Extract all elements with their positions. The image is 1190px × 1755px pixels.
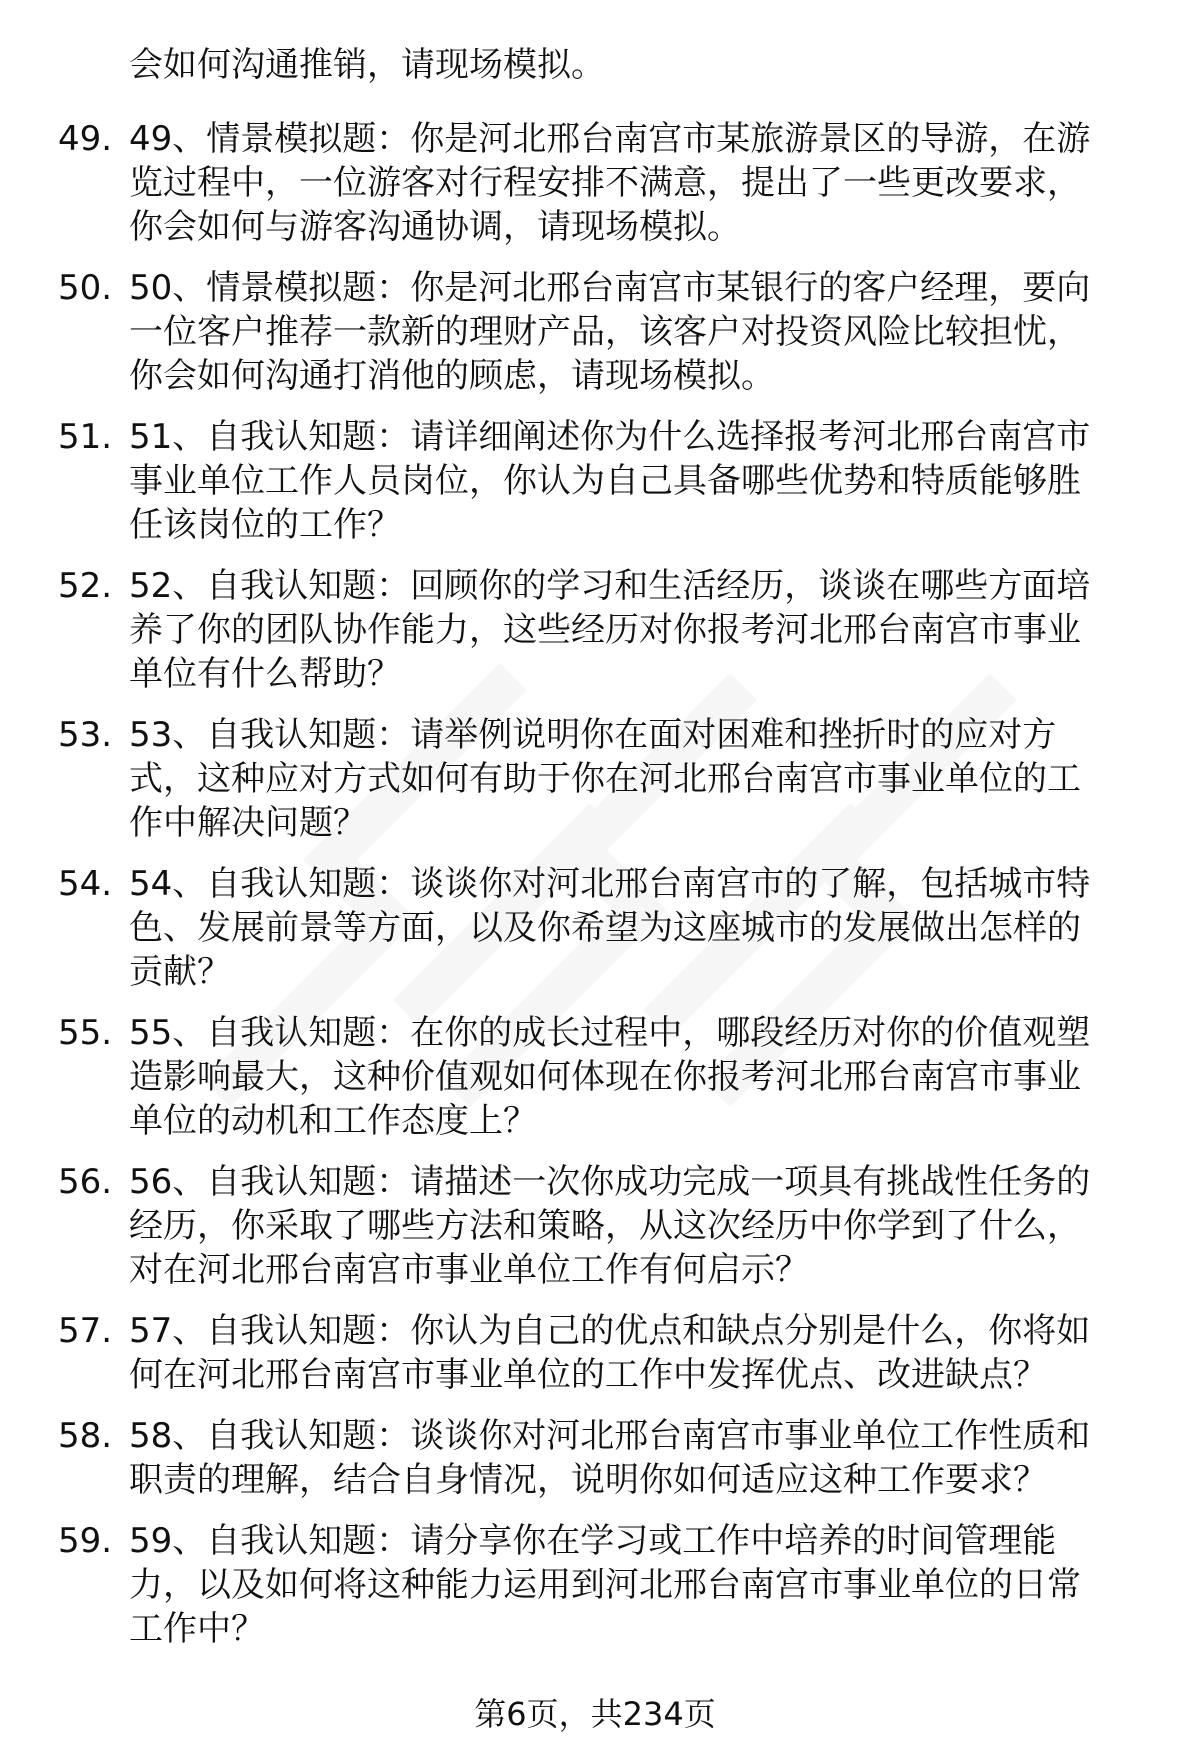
question-item bbox=[0, 1011, 1190, 1143]
question-text-line: 57、自我认知题：你认为自己的优点和缺点分别是什么，你将如 bbox=[129, 1311, 1091, 1351]
question-item bbox=[0, 713, 1190, 845]
question-number: 54. bbox=[58, 864, 113, 904]
question-text-line: 何在河北邢台南宫市事业单位的工作中发挥优点、改进缺点？ bbox=[129, 1355, 1047, 1395]
question-item bbox=[0, 564, 1190, 696]
question-text bbox=[129, 415, 1151, 547]
question-number: 57. bbox=[58, 1311, 113, 1351]
page-indicator: 第6页，共234页 bbox=[474, 1695, 716, 1733]
question-text-line: 54、自我认知题：谈谈你对河北邢台南宫市的了解，包括城市特 bbox=[129, 864, 1091, 904]
question-text-line: 事业单位工作人员岗位，你认为自己具备哪些优势和特质能够胜 bbox=[129, 461, 1081, 501]
question-text-line: 49、情景模拟题：你是河北邢台南宫市某旅游景区的导游，在游 bbox=[129, 119, 1091, 159]
question-text-line: 经历，你采取了哪些方法和策略，从这次经历中你学到了什么， bbox=[129, 1206, 1081, 1246]
question-item bbox=[0, 1309, 1190, 1397]
question-text-line: 任该岗位的工作？ bbox=[129, 505, 401, 545]
question-item bbox=[0, 415, 1190, 547]
previous-question-continuation: 会如何沟通推销，请现场模拟。 bbox=[129, 45, 605, 85]
question-item bbox=[0, 1160, 1190, 1292]
question-number: 52. bbox=[58, 566, 113, 606]
question-text-line: 造影响最大，这种价值观如何体现在你报考河北邢台南宫市事业 bbox=[129, 1057, 1081, 1097]
question-text-line: 职责的理解，结合自身情况，说明你如何适应这种工作要求？ bbox=[129, 1460, 1047, 1500]
question-text bbox=[129, 1011, 1151, 1143]
question-text-line: 一位客户推荐一款新的理财产品，该客户对投资风险比较担忧， bbox=[129, 312, 1081, 352]
question-number: 51. bbox=[58, 417, 113, 457]
question-text-line: 你会如何沟通打消他的顾虑，请现场模拟。 bbox=[129, 356, 775, 396]
question-item bbox=[0, 117, 1190, 249]
question-number: 58. bbox=[58, 1416, 113, 1456]
question-text-line: 单位的动机和工作态度上？ bbox=[129, 1101, 537, 1141]
question-text bbox=[129, 862, 1151, 994]
question-text-line: 50、情景模拟题：你是河北邢台南宫市某银行的客户经理，要向 bbox=[129, 268, 1091, 308]
question-text bbox=[129, 564, 1151, 696]
question-text bbox=[129, 1309, 1151, 1397]
question-list bbox=[0, 117, 1190, 1668]
question-text-line: 力，以及如何将这种能力运用到河北邢台南宫市事业单位的日常 bbox=[129, 1565, 1081, 1605]
question-text-line: 55、自我认知题：在你的成长过程中，哪段经历对你的价值观塑 bbox=[129, 1013, 1091, 1053]
question-item bbox=[0, 266, 1190, 398]
question-text-line: 51、自我认知题：请详细阐述你为什么选择报考河北邢台南宫市 bbox=[129, 417, 1091, 457]
question-text-line: 单位有什么帮助？ bbox=[129, 654, 401, 694]
question-number: 55. bbox=[58, 1013, 113, 1053]
question-text-line: 53、自我认知题：请举例说明你在面对困难和挫折时的应对方 bbox=[129, 715, 1057, 755]
question-item bbox=[0, 1519, 1190, 1651]
question-text-line: 作中解决问题？ bbox=[129, 803, 367, 843]
question-text-line: 你会如何与游客沟通协调，请现场模拟。 bbox=[129, 207, 741, 247]
question-text-line: 色、发展前景等方面，以及你希望为这座城市的发展做出怎样的 bbox=[129, 908, 1081, 948]
question-text-line: 56、自我认知题：请描述一次你成功完成一项具有挑战性任务的 bbox=[129, 1162, 1091, 1202]
question-text-line: 52、自我认知题：回顾你的学习和生活经历，谈谈在哪些方面培 bbox=[129, 566, 1091, 606]
question-text-line: 览过程中，一位游客对行程安排不满意，提出了一些更改要求， bbox=[129, 163, 1081, 203]
question-text-line: 贡献？ bbox=[129, 952, 231, 992]
question-text-line: 对在河北邢台南宫市事业单位工作有何启示？ bbox=[129, 1250, 809, 1290]
question-text bbox=[129, 713, 1151, 845]
question-text-line: 工作中？ bbox=[129, 1609, 265, 1649]
question-text-line: 58、自我认知题：谈谈你对河北邢台南宫市事业单位工作性质和 bbox=[129, 1416, 1091, 1456]
question-number: 56. bbox=[58, 1162, 113, 1202]
question-text bbox=[129, 1160, 1151, 1292]
question-text bbox=[129, 266, 1151, 398]
question-text bbox=[129, 1519, 1151, 1651]
question-text-line: 59、自我认知题：请分享你在学习或工作中培养的时间管理能 bbox=[129, 1521, 1057, 1561]
question-number: 49. bbox=[58, 119, 113, 159]
question-text-line: 养了你的团队协作能力，这些经历对你报考河北邢台南宫市事业 bbox=[129, 610, 1081, 650]
question-item bbox=[0, 1414, 1190, 1502]
question-text bbox=[129, 1414, 1151, 1502]
question-text-line: 式，这种应对方式如何有助于你在河北邢台南宫市事业单位的工 bbox=[129, 759, 1081, 799]
question-item bbox=[0, 862, 1190, 994]
question-number: 59. bbox=[58, 1521, 113, 1561]
question-number: 53. bbox=[58, 715, 113, 755]
question-text bbox=[129, 117, 1151, 249]
question-number: 50. bbox=[58, 268, 113, 308]
